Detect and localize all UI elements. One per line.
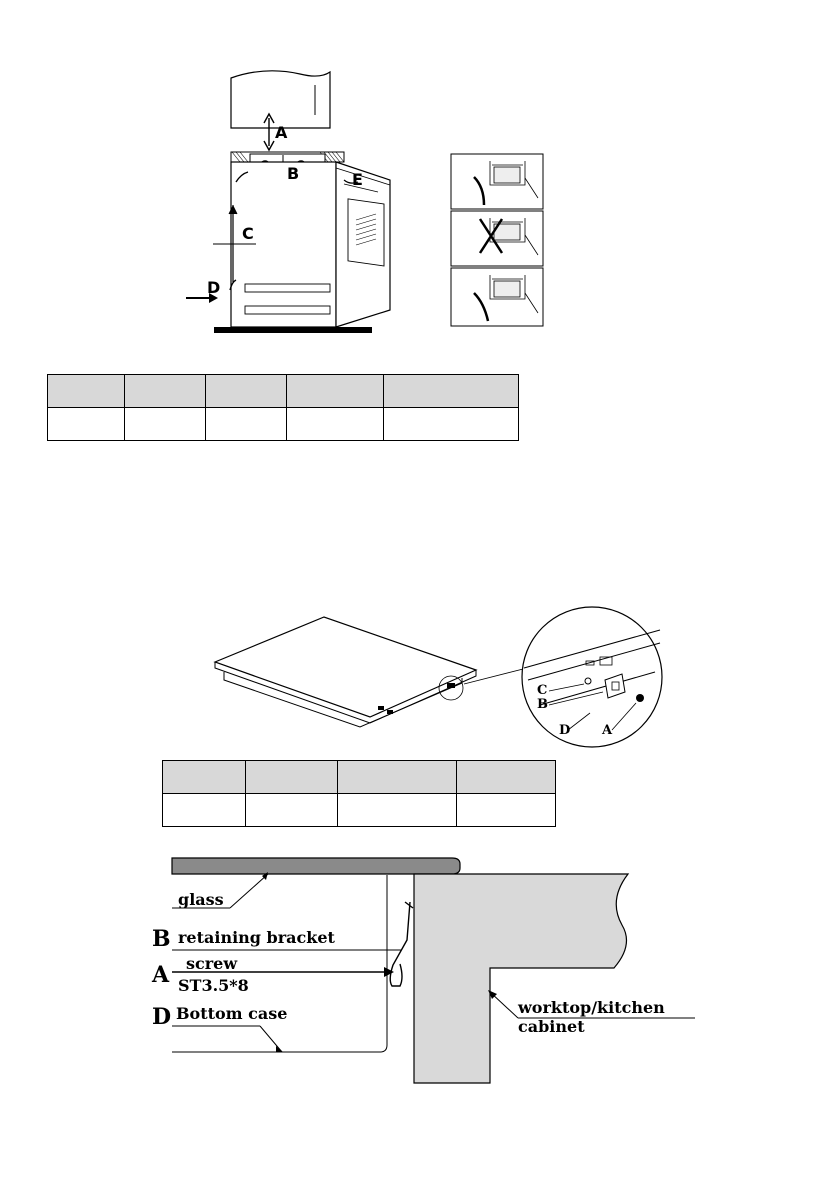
table-row (163, 794, 556, 827)
label-c: C (242, 224, 254, 243)
detail-label-c: C (537, 683, 548, 698)
table-cell (163, 794, 246, 827)
worktop-label: worktop/kitchen cabinet (518, 998, 665, 1036)
hob-bracket-figure (210, 605, 670, 755)
letter-a: A (152, 962, 170, 988)
table-cell (457, 794, 556, 827)
table-cell (48, 408, 125, 441)
table-cell (246, 794, 338, 827)
section-view-figure (140, 850, 700, 1090)
label-a: A (275, 123, 288, 142)
clearance-table (47, 374, 519, 441)
table-cell (338, 761, 457, 794)
bracket-table (162, 760, 556, 827)
table-cell (206, 375, 287, 408)
table-cell (287, 408, 384, 441)
table-cell (287, 375, 384, 408)
label-d: D (207, 278, 221, 297)
table-row (48, 408, 519, 441)
bottom-case-label: Bottom case (176, 1004, 288, 1023)
letter-b: B (152, 926, 171, 952)
table-cell (246, 761, 338, 794)
glass-label: glass (178, 890, 224, 909)
retaining-bracket-label: retaining bracket (178, 928, 335, 947)
mounting-detail-drawing (450, 153, 545, 329)
mounting-detail-panels (450, 153, 545, 329)
screw-spec-label: ST3.5*8 (178, 976, 249, 995)
label-b: B (287, 164, 300, 183)
table-cell (457, 761, 556, 794)
table-header-row (163, 761, 556, 794)
label-e: E (352, 170, 363, 189)
detail-label-b: B (537, 697, 548, 712)
table-cell (48, 375, 125, 408)
detail-label-a: A (602, 723, 613, 738)
table-header-row (48, 375, 519, 408)
table-cell (206, 408, 287, 441)
detail-label-d: D (559, 723, 571, 738)
table-cell (163, 761, 246, 794)
table-cell (125, 408, 206, 441)
hob-bracket-drawing (210, 605, 670, 755)
letter-d: D (152, 1004, 172, 1030)
table-cell (384, 408, 519, 441)
table-cell (384, 375, 519, 408)
screw-label: screw (186, 954, 238, 973)
table-cell (338, 794, 457, 827)
table-cell (125, 375, 206, 408)
